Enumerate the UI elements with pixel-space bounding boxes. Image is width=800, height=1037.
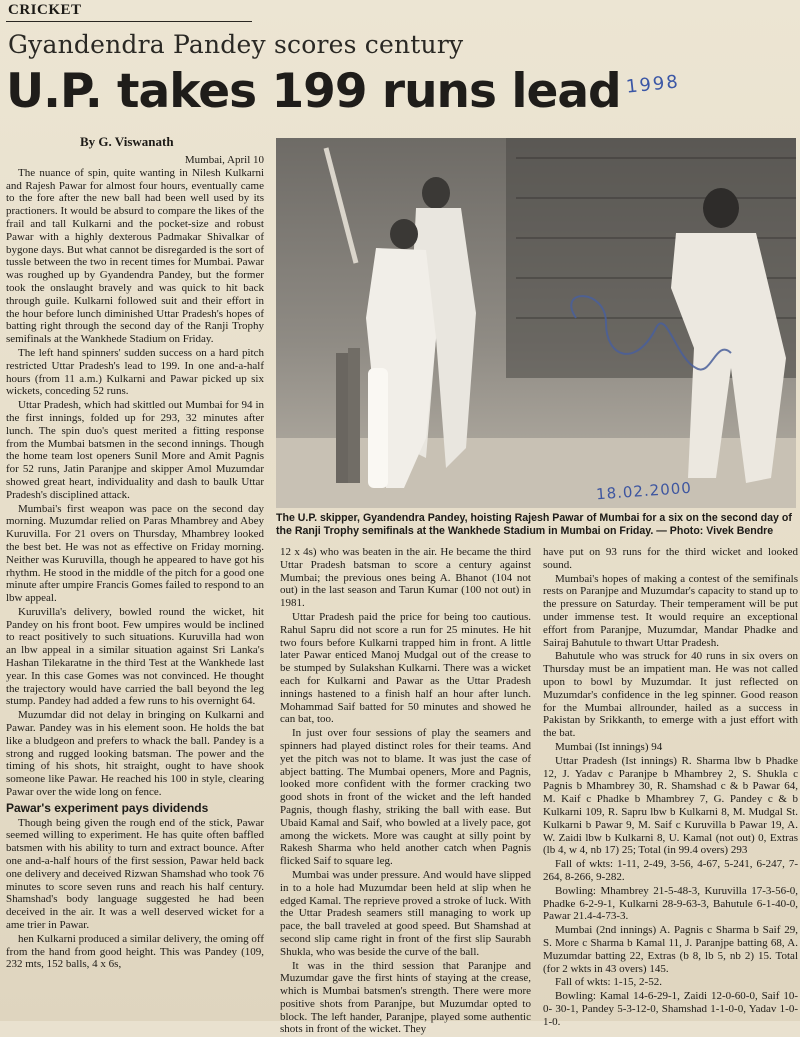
kicker: Gyandendra Pandey scores century — [8, 30, 464, 59]
scorecard-line: Fall of wkts: 1-15, 2-52. — [555, 976, 662, 989]
match-photo-illustration — [276, 138, 796, 508]
paragraph: Uttar Pradesh paid the price for being too cautious. Rahul Sapru did not score a run for 25 minutes. He hit two fours before Kulkarni trapped him in front. A little later Pawar enticed Manoj Mudgal out of the crease to be stumped by Sulakshan Kulkarni. There was a wicket each for Kulkarni and Pawar as the Uttar Pradesh innings hastened to a finish half an hour after lunch. Mohammad Saif batted for 50 minutes and showed he can bat, too. — [280, 610, 531, 726]
paragraph: Mumbai was under pressure. And would have slipped in to a hole had Muzumdar been held at slip when he edged Kamal. The reprieve proved a stroke of luck. With the Uttar Pradesh seamers still managing to work up pace, the ball traveled at good speed. But Shamshad at second slip came right in front of the first slip Saurabh Shukla, who was beside the curve of the ball. — [280, 868, 531, 958]
paragraph: Mumbai's first weapon was pace on the second day morning. Muzumdar relied on Paras Mhambrey and Abey Kuruvilla. For 21 overs on Thursday, Mhambrey looked the best bet. He was not as effective on Friday morning. Neither was Kuruvilla, though he appeared to have got his rhythm. He stood in the middle of the pitch for a good one minute after umpire Francis Gomes failed to respond to an lbw appeal. — [6, 502, 264, 605]
paragraph: Though being given the rough end of the stick, Pawar seemed willing to experiment. He has quite often baffled batsmen with his ability to turn and extract bounce. After one and-a-half hours of the first session, Pawar held back one delivery and deceived Rizwan Shamshad who took 76 minutes to score seven runs and reach his half century. Shamshad's body language suggested he had been deceived in the air. It was a well deserved wicket for a ame trier in Pawar. — [6, 816, 264, 932]
scorecard-line: Bowling: Kamal 14-6-29-1, Zaidi 12-0-60-0, Saif 10-0- 30-1, Pandey 5-3-12-0, Shamshad 1-1-0-0, Yadav 1-0-1-0. — [543, 990, 798, 1028]
handwritten-year: 1998 — [625, 71, 681, 98]
paragraph: Kuruvilla's delivery, bowled round the wicket, hit Pandey on his front boot. Few umpires would be inclined to react positively to such situations. Kuruvilla had won an lbw appeal in a similar situation against Sri Lanka's Hashan Tilekaratne in the third Test at the Wankhede last year. In this case Gomes was not convinced. He thought the trajectory would have carried the ball beyond the leg stump. Pandey had added a few runs to his overnight 64. — [6, 605, 264, 708]
headline: U.P. takes 199 runs lead — [6, 64, 621, 119]
paragraph: Muzumdar did not delay in bringing on Kulkarni and Pawar. Pandey was in his element soon. He holds the bat like a bludgeon and prefers to whack the ball. Pandey is a strong and rugged looking batsman. The power and the timing of his shots, hit straight, ought to have shook someone like Pawar. He reached his 100 in style, clearing Pawar over the wide long on fence. — [6, 709, 264, 799]
match-photo — [276, 138, 796, 508]
paragraph: The left hand spinners' sudden success on a hard pitch restricted Uttar Pradesh's lead to 199. In one and-a-half hours (from 11 a.m.) Kulkarni and Pawar picked up six wickets, conceding 52 runs. — [6, 346, 264, 398]
paragraph: 12 x 4s) who was beaten in the air. He became the third Uttar Pradesh batsman to score a century against Mumbai; the previous ones being A. Bhanot (104 not out) in the last season and Tarun Kumar (100 not out) in 1981. — [280, 546, 531, 610]
scorecard-line: Mumbai (Ist innings) 94 — [555, 740, 663, 753]
paragraph: Mumbai's hopes of making a contest of the semifinals rests on Paranjpe and Muzumdar's capacity to stand up to the pressure on Saturday. Their temperament will be put under immense test. It would require an exceptional effort from Paranjpe, Muzumdar, Mandar Phadke and Sairaj Bahutule to thwart Uttar Pradesh. — [543, 572, 798, 649]
scorecard-line: Mumbai (2nd innings) A. Pagnis c Sharma b Saif 29, S. More c Sharma b Kamal 11, J. Paranjpe batting 68, A. Muzumdar batting 22, Extras (b 8, lb 5, nb 2) 15. Total (for 2 wkts in 43 overs) 145. — [543, 924, 798, 975]
subheading: Pawar's experiment pays dividends — [6, 800, 209, 815]
handwritten-date: 18.02.2000 — [595, 478, 693, 504]
article-column-1 — [6, 154, 264, 972]
scorecard-line: Uttar Pradesh (Ist innings) R. Sharma lbw b Phadke 12, J. Yadav c Paranjpe b Mhambrey 2, S. Shukla c Pagnis b Mhambrey 30, R. Shamshad c & b Pawar 64, M. Kaif c Phadke b Mhambrey 7, G. Pandey c & b Kulkarni 109, R. Sapru lbw b Kulkarni 8, M. Mudgal St. Kulkarni b Pawar 9, M. Saif c Kuruvilla b Pawar 19, A. W. Zaidi lbw b Kulkarni 8, U. Kamal (not out) 0, Extras (lb 4, w 4, nb 17) 25; Total (in 99.4 overs) 293 — [543, 754, 798, 857]
paragraph: It was in the third session that Paranjpe and Muzumdar gave the first hints of staying at the crease, which is Mumbai batsmen's strength. There were more positive shots from Paranjpe, but Muzumdar opted to block. The left hander, Paranjpe, played some authentic shots in front of the wicket. They — [280, 959, 531, 1036]
paragraph: The nuance of spin, quite wanting in Nilesh Kulkarni and Rajesh Pawar for almost four hours, eventually came to the fore after the new ball had been well used by its practioners. It would be absurd to compare the likes of the frail and tall Kulkarni and the pocket-size and robust Pawar with a highly dexterous Padmakar Shivalkar of bygone days. But what cannot be disregarded is the sort of tussle between the two in recent times for Mumbai. Pawar was roughed up by Gyandendra Pandey, but the former took the onslaught bravely and was quick to hit back through guile. Kulkarni followed suit and their effort in the hour before lunch diminished Uttar Pradesh's hopes of batting right through the second day of the Ranji Trophy semifinals at the Wankhede Stadium on Friday. — [6, 166, 264, 346]
scorecard-line: Bowling: Mhambrey 21-5-48-3, Kuruvilla 17-3-56-0, Phadke 6-2-9-1, Kulkarni 28-9-63-3, Bahutule 6-1-40-0, Pawar 21.4-4-73-3. — [543, 884, 798, 923]
dateline: Mumbai, April 10 — [184, 154, 264, 166]
article-column-2 — [280, 546, 531, 1037]
section-rule — [6, 21, 252, 22]
scorecard-line: Fall of wkts: 1-11, 2-49, 3-56, 4-67, 5-241, 6-247, 7- 264, 8-266, 9-282. — [543, 858, 798, 883]
section-label: CRICKET — [8, 2, 82, 18]
paragraph: hen Kulkarni produced a similar delivery, the oming off from the hand from good height. This was Pandey (109, 232 mts, 152 balls, 4 x 6s, — [6, 932, 264, 971]
paragraph: Uttar Pradesh, which had skittled out Mumbai for 94 in the first innings, folded up for 293, 32 minutes after lunch. The spin duo's quest merited a fitting response from the Mumbai batsmen in the second innings. Though the home team lost openers Sunil More and Amit Pagnis for 52 runs, Jatin Paranjpe and skipper Amol Muzumdar showed great heart, individuality and dash to baulk Uttar Pradesh's disciplined attack. — [6, 399, 264, 501]
photo-caption: The U.P. skipper, Gyandendra Pandey, hoisting Rajesh Pawar of Mumbai for a six on the second day of the Ranji Trophy semifinals at the Wankhede Stadium in Mumbai on Friday. — Photo: Vivek Bendre — [276, 512, 792, 537]
paragraph: have put on 93 runs for the third wicket and looked sound. — [543, 546, 798, 571]
paragraph: In just over four sessions of play the seamers and spinners had played distinct roles for their teams. And yet the pitch was not to blame. It was just the case of abject batting. The Mumbai openers, More and Pagnis, looked more confident with the former cracking two good shots in front of the wicket and the left handed Pagnis, though flashy, striking the ball with ease. But Ubaid Kamal and Saif, who bowled at a lively pace, got among the wickets. More was caught at silly point by Rakesh Sharma who held another catch when Pagnis flicked Saif to square leg. — [280, 727, 531, 868]
article-column-3 — [543, 546, 798, 1029]
byline: By G. Viswanath — [80, 134, 174, 149]
paragraph: Bahutule who was struck for 40 runs in six overs on Thursday must be an impatient man. He was not called upon to bowl by Muzumdar. It just reflected on Muzumdar's confidence in the leg spinner. Good reason for the Mumbai allrounder, hailed as a success in Pakistan by Srikkanth, to emerge with a just effort with the bat. — [543, 650, 798, 740]
